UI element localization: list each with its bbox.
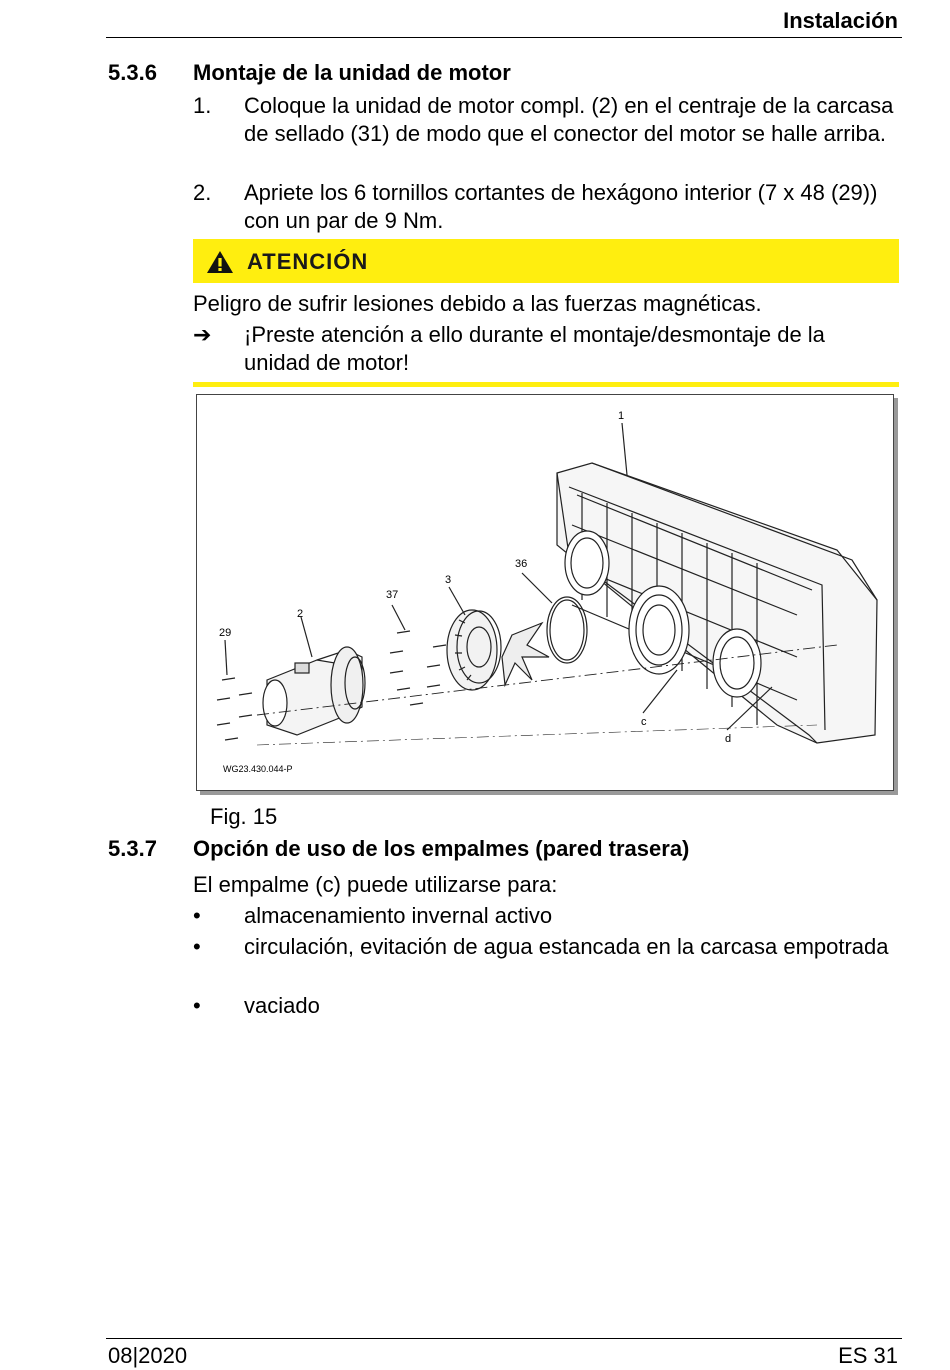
section-number-536: 5.3.6 — [108, 60, 157, 85]
callout-29: 29 — [219, 627, 232, 639]
step-text-1: Coloque la unidad de motor compl. (2) en el centraje de la carcasa de sellado (31) de modo que el conector del motor se halle arriba. — [244, 93, 894, 146]
bullet-1: • — [193, 903, 201, 928]
section-number-537: 5.3.7 — [108, 836, 157, 861]
callout-1: 1 — [618, 410, 625, 422]
header-title: Instalación — [783, 8, 898, 33]
list-item-1: almacenamiento invernal activo — [244, 903, 553, 928]
list-item-2: circulación, evitación de agua estancada en la carcasa empotrada — [244, 934, 889, 959]
footer-date: 08|2020 — [108, 1343, 188, 1368]
warning-text: Peligro de sufrir lesiones debido a las fuerzas magnéticas. — [193, 291, 762, 316]
arrow-icon: ➔ — [193, 322, 212, 347]
exploded-assembly-drawing — [197, 395, 893, 790]
callout-d: d — [725, 733, 732, 745]
step-number-2: 2. — [193, 180, 212, 205]
footer-divider — [106, 1338, 902, 1339]
warning-action: ¡Preste atención a ello durante el montaje/desmontaje de la unidad de motor! — [244, 322, 825, 375]
bullet-3: • — [193, 993, 201, 1018]
figure-caption: Fig. 15 — [210, 804, 278, 829]
footer-page-number: ES 31 — [838, 1343, 898, 1368]
callout-c: c — [641, 716, 647, 728]
section-title-537: Opción de uso de los empalmes (pared trasera) — [193, 836, 690, 861]
callout-37: 37 — [386, 589, 399, 601]
header-divider — [106, 37, 902, 38]
warning-label: ATENCIÓN — [247, 249, 369, 274]
section-537-intro: El empalme (c) puede utilizarse para: — [193, 872, 558, 897]
bullet-2: • — [193, 934, 201, 959]
step-text-2: Apriete los 6 tornillos cortantes de hexágono interior (7 x 48 (29)) con un par de 9 Nm. — [244, 180, 878, 233]
callout-36: 36 — [515, 558, 528, 570]
callout-2: 2 — [297, 608, 304, 620]
figure-15 — [196, 394, 894, 791]
figure-code: WG23.430.044-P — [223, 764, 293, 774]
warning-end-rule — [193, 382, 899, 387]
section-title-536: Montaje de la unidad de motor — [193, 60, 511, 85]
list-item-3: vaciado — [244, 993, 320, 1018]
callout-3: 3 — [445, 574, 452, 586]
step-number-1: 1. — [193, 93, 212, 118]
warning-triangle-icon — [206, 250, 234, 274]
